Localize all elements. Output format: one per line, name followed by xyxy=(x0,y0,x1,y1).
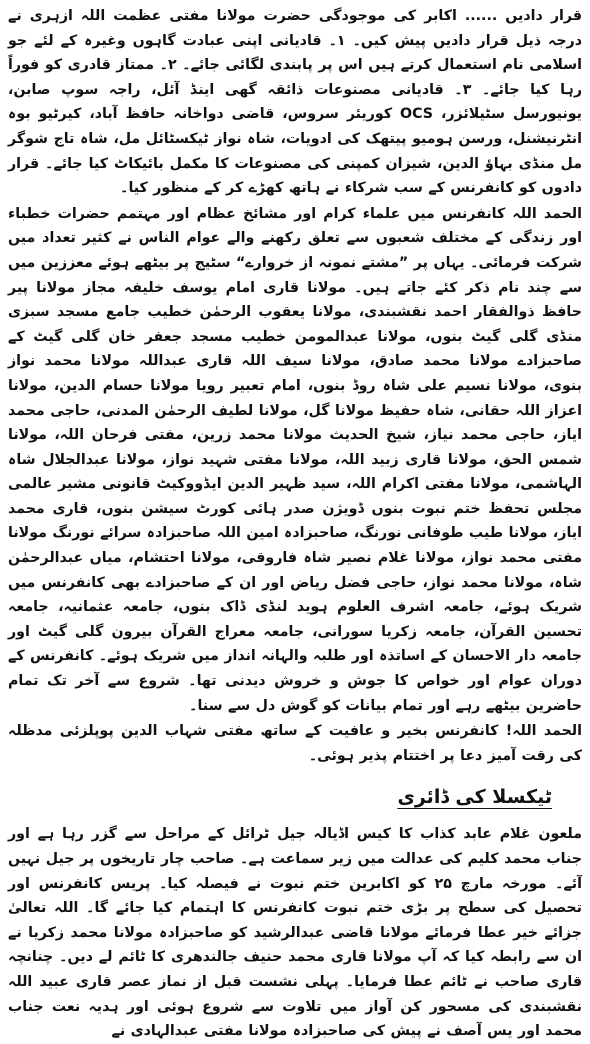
resolutions-paragraph: قرار دادیں ...... اکابر کی موجودگی حضرت مولانا مفتی عظمت اللہ ازہری نے درجہ ذیل قرار دادیں پیش کیں۔ ۱۔ قادیانی اپنی عبادت گاہوں وغیرہ کے لئے جو اسلامی نام استعمال کرتے ہیں اس پر پابندی لگائی جائے۔ ۲۔ ممتاز قادری کو فوراً رہا کیا جائے۔ ۳۔ قادیانی مصنوعات ذائقہ گھی اینڈ آئل، راجہ سوپ صابن، یونیورسل سٹیلائزر، OCS کوریئر سروس، قاضی دواخانہ حافظ آباد، کیرٹیو بوہ انٹرنیشنل، ورسن ہومیو پیتھک کی ادویات، شاہ نواز ٹیکسٹائل مل، شاہ تاج شوگر مل منڈی بہاؤ الدین، شیزان کمپنی کی مصنوعات کا مکمل بائیکاٹ کیا جائے۔ قرار دادوں کو کانفرنس کے سب شرکاء نے ہاتھ کھڑے کر کے منظور کیا۔ xyxy=(8,8,582,197)
taxila-diary-paragraph: ملعون غلام عابد کذاب کا کیس اڈیالہ جیل ٹرائل کے مراحل سے گزر رہا ہے اور جناب محمد کلیم کی عدالت میں زیر سماعت ہے۔ صاحب چار تاریخوں پر جیل نہیں آئے۔ مورخہ مارچ ۲۵ کو اکابرین ختم نبوت نے فیصلہ کیا۔ پریس کانفرنس اور تحصیل کی سطح پر بڑی ختم نبوت کانفرنس کا اہتمام کیا جائے گا۔ اللہ تعالیٰ جزائے خیر عطا فرمائے مولانا قاضی عبدالرشید کو صاحبزادہ مولانا محمد زکریا نے ان سے رابطہ کیا کہ آپ مولانا قاری محمد حنیف جالندھری کا ٹائم لے دیں۔ چنانچہ قاری صاحب نے ٹائم عطا فرمایا۔ پہلی نشست قبل از نماز عصر قاری عبید اللہ نقشبندی کی مسحور کن آواز میں تلاوت سے شروع ہوئی اور ہدیہ نعت جناب محمد اور یس آصف نے پیش کی صاحبزادہ مولانا مفتی عبدالہادی نے xyxy=(8,826,582,1040)
participants-paragraph: الحمد اللہ کانفرنس میں علماء کرام اور مشائخ عظام اور مہتمم حضرات خطباء اور زندگی کے مختلف شعبوں سے تعلق رکھنے والے عوام الناس نے کثیر تعداد میں شرکت فرمائی۔ یہاں پر ”مشتے نمونہ از خروارے“ سٹیج پر بیٹھے ہوئے معززین میں سے چند نام ذکر کئے جاتے ہیں۔ مولانا قاری امام یوسف خلیفہ مجاز مولانا پیر حافظ ذوالفقار احمد نقشبندی، مولانا یعقوب الرحمٰن خطیب جامع مسجد سبزی منڈی گلی گیٹ بنوں، مولانا عبدالمومن خطیب مسجد جعفر خان گلی گیٹ کے صاحبزادے مولانا محمد صادق، مولانا سیف اللہ قاری عبداللہ مولانا محمد نواز بنوی، مولانا نسیم علی شاہ روڈ بنوں، امام تعبیر رویا مولانا حسام الدین، مولانا اعزاز اللہ حقانی، شاہ حفیظ مولانا گل، مولانا لطیف الرحمٰن المدنی، حاجی محمد ایاز، حاجی محمد نیاز، شیخ الحدیث مولانا محمد زرین، مفتی فرحان اللہ، مولانا شمس الحق، مولانا قاری زبید اللہ، مولانا مفتی شہید نواز، مولانا عبدالجلال شاہ الہاشمی، مولانا مفتی اکرام اللہ، سید ظہیر الدین ایڈووکیٹ قانونی مشیر عالمی مجلس تحفظ ختم نبوت بنوں ڈویژن صدر ہائی کورٹ سیشن بنوں، قاری محمد ایاز، مولانا طیب طوفانی نورنگ، صاحبزادہ امین اللہ صاحبزادہ سرائے نورنگ مولانا مفتی محمد نواز، مولانا غلام نصیر شاہ فاروقی، مولانا احتشام، میاں عبدالرحمٰن شاہ، مولانا محمد نواز، حاجی فضل ریاض اور ان کے صاحبزادے بھی کانفرنس میں شریک ہوئے، جامعہ اشرف العلوم ہوید لنڈی ڈاک بنوں، جامعہ عثمانیہ، جامعہ تحسین القرآن، جامعہ زکریا سورانی، جامعہ معراج القرآن بیرون گلی گیٹ اور جامعہ دار الاحسان کے اساتذہ اور طلبہ والہانہ انداز میں شریک ہوئے۔ کانفرنس کے دوران عوام اور خواص کا جوش و خروش دیدنی تھا۔ شروع سے آخر تک تمام حاضرین بیٹھے رہے اور تمام بیانات کو گوش دل سے سنا۔ xyxy=(8,205,582,714)
newspaper-page xyxy=(8,4,582,1040)
closing-paragraph: الحمد اللہ! کانفرنس بخیر و عافیت کے ساتھ مفتی شہاب الدین پوپلزئی مدظلہ کی رقت آمیز دعا پر اختتام پذیر ہوئی۔ xyxy=(8,723,582,764)
section-heading: ٹیکسلا کی ڈائری xyxy=(397,786,552,809)
